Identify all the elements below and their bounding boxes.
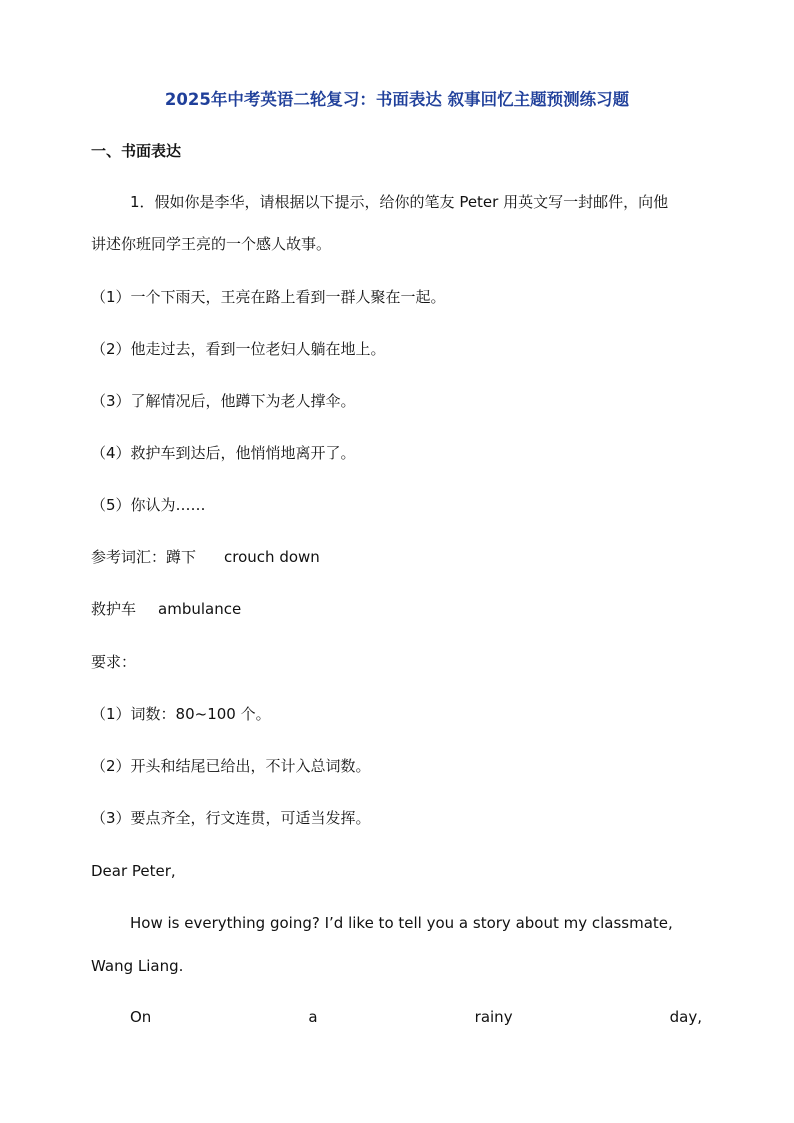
requirement-item-2: （2）开头和结尾已给出，不计入总词数。 <box>91 757 371 775</box>
prompt-item-2: （2）他走过去，看到一位老妇人躺在地上。 <box>91 340 386 358</box>
vocab-term-1-cn: 蹲下 <box>166 548 197 566</box>
requirement-item-3: （3）要点齐全，行文连贯，可适当发挥。 <box>91 809 371 827</box>
letter-word: On <box>130 1008 152 1026</box>
letter-greeting: Dear Peter, <box>91 862 176 880</box>
letter-word: rainy <box>474 1008 513 1026</box>
question-intro-line-2: 讲述你班同学王亮的一个感人故事。 <box>91 235 332 253</box>
prompt-item-3: （3）了解情况后，他蹲下为老人撑伞。 <box>91 392 356 410</box>
section-heading: 一、书面表达 <box>91 142 182 160</box>
vocab-line-1 <box>91 546 320 568</box>
requirements-label: 要求： <box>91 653 137 671</box>
letter-word: day, <box>669 1008 702 1026</box>
vocab-term-2-en: ambulance <box>158 600 242 618</box>
letter-paragraph-1-line-2: Wang Liang. <box>91 957 184 975</box>
question-intro-line-1: 1．假如你是李华，请根据以下提示，给你的笔友 Peter 用英文写一封邮件，向他 <box>130 193 669 211</box>
requirement-item-1: （1）词数：80~100 个。 <box>91 705 271 723</box>
letter-word: a <box>308 1008 318 1026</box>
vocab-label: 参考词汇： <box>91 548 167 566</box>
prompt-item-1: （1）一个下雨天，王亮在路上看到一群人聚在一起。 <box>91 288 446 306</box>
vocab-term-1-en: crouch down <box>224 548 320 566</box>
letter-paragraph-2-line-1 <box>130 1006 702 1028</box>
prompt-item-4: （4）救护车到达后，他悄悄地离开了。 <box>91 444 356 462</box>
vocab-term-2-cn: 救护车 <box>91 600 137 618</box>
prompt-item-5: （5）你认为…… <box>91 496 206 514</box>
vocab-line-2 <box>91 598 241 620</box>
page-title: 2025年中考英语二轮复习：书面表达 叙事回忆主题预测练习题 <box>164 90 630 109</box>
letter-paragraph-1-line-1: How is everything going? I’d like to tell you a story about my classmate, <box>130 914 673 932</box>
